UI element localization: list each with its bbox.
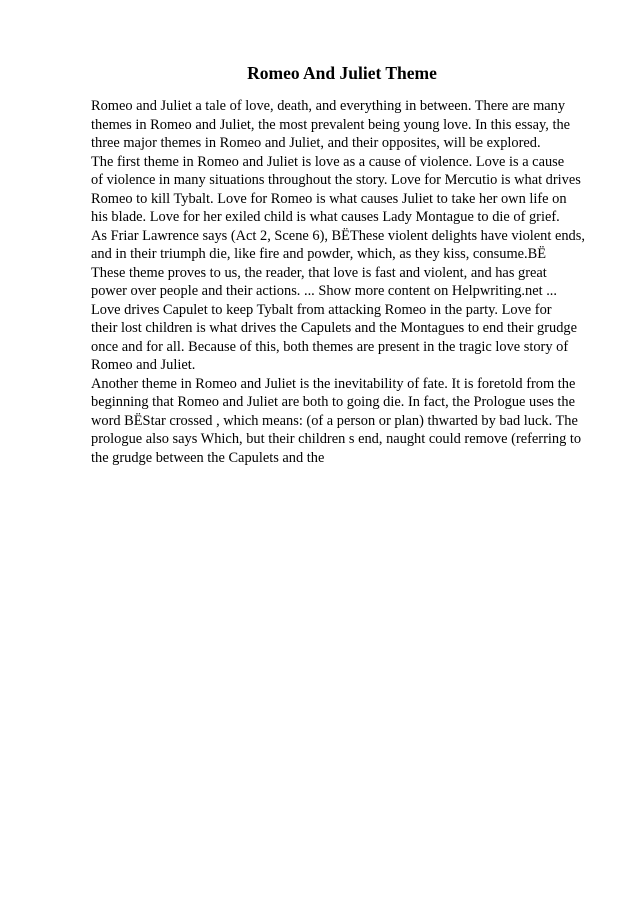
text-line: the grudge between the Capulets and the xyxy=(91,449,325,466)
text-line: Romeo to kill Tybalt. Love for Romeo is what causes Juliet to take her own life on xyxy=(91,190,567,207)
text-line: of violence in many situations throughout the story. Love for Mercutio is what drives xyxy=(91,172,581,188)
text-line: and in their triumph die, like fire and powder, which, as they kiss, consume.BË xyxy=(91,246,547,262)
text-line: Another theme in Romeo and Juliet is the inevitability of fate. It is foretold from the xyxy=(91,375,576,392)
text-line: power over people and their actions. ... Show more content on Helpwriting.net ... xyxy=(91,283,557,299)
text-line: word BËStar crossed , which means: (of a person or plan) thwarted by bad luck. The xyxy=(91,412,578,429)
text-line: prologue also says Which, but their children s end, naught could remove (referring to xyxy=(91,431,582,447)
text-line: themes in Romeo and Juliet, the most prevalent being young love. In this essay, the xyxy=(91,116,571,133)
text-line: beginning that Romeo and Juliet are both to going die. In fact, the Prologue uses the xyxy=(91,394,575,410)
text-line: their lost children is what drives the Capulets and the Montagues to end their grudge xyxy=(91,320,577,336)
document-body xyxy=(91,97,611,467)
text-line: Love drives Capulet to keep Tybalt from attacking Romeo in the party. Love for xyxy=(91,301,552,318)
text-line: As Friar Lawrence says (Act 2, Scene 6), BËThese violent delights have violent ends, xyxy=(91,227,585,244)
text-line: Romeo and Juliet a tale of love, death, and everything in between. There are many xyxy=(91,98,566,114)
text-line: once and for all. Because of this, both themes are present in the tragic love story of xyxy=(91,338,569,355)
text-line: These theme proves to us, the reader, that love is fast and violent, and has great xyxy=(91,264,547,281)
text-line: his blade. Love for her exiled child is what causes Lady Montague to die of grief. xyxy=(91,209,560,225)
text-line: Romeo and Juliet. xyxy=(91,357,196,373)
text-line: three major themes in Romeo and Juliet, and their opposites, will be explored. xyxy=(91,135,541,151)
text-line: The first theme in Romeo and Juliet is love as a cause of violence. Love is a cause xyxy=(91,153,565,170)
document-title: Romeo And Juliet Theme xyxy=(247,63,437,83)
